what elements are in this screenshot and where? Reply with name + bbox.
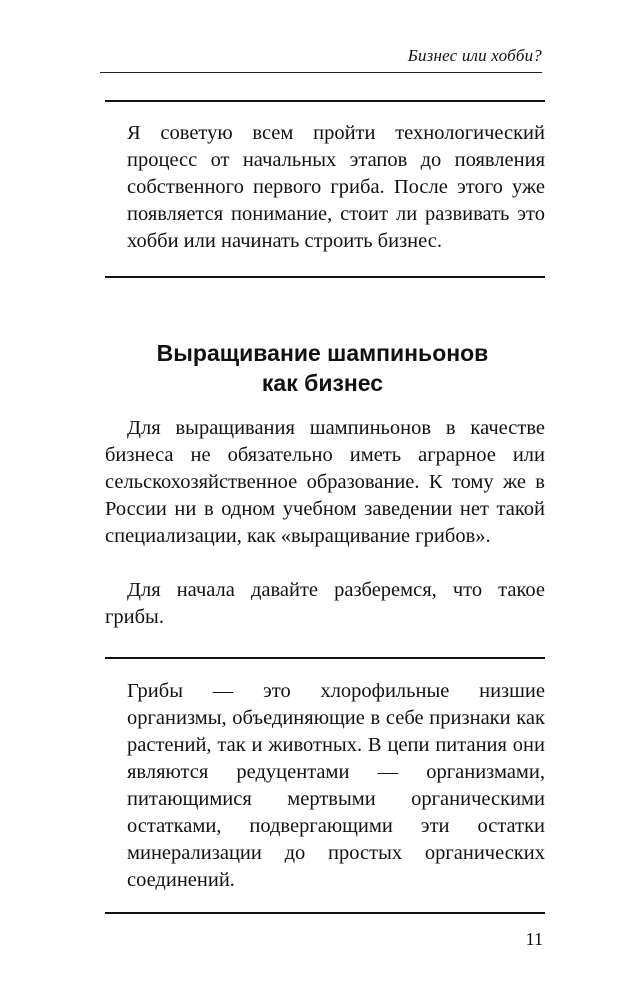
section-title-line: как бизнес xyxy=(261,370,384,396)
body-paragraph: Для выращивания шампиньонов в качестве бизнеса не обязательно иметь аграрное или сельскохозяйственное образование. К тому же в России ни в одном учебном заведении нет такой специализации, как «выращивание грибов». xyxy=(105,417,545,547)
page-number: 11 xyxy=(525,929,543,949)
callout-top-rule xyxy=(105,100,545,102)
callout-text: Грибы — это хлорофильные низшие организмы, объединяющие в себе признаки как растений, так и животных. В цепи питания они являются редуцентами — организмами, питающимися мертвыми органическими остатками, подвергающими эти остатки минерализации до простых органических соединений. xyxy=(127,680,545,891)
callout-bottom-rule xyxy=(105,912,545,914)
callout-top-rule xyxy=(105,657,545,659)
header-divider xyxy=(100,72,542,73)
section-title-line: Выращивание шампиньонов xyxy=(156,340,489,366)
body-paragraph: Для начала давайте разберемся, что такое грибы. xyxy=(105,579,545,628)
callout-text: Я советую всем пройти технологический процесс от начальных этапов до появления собственного первого гриба. После этого уже появляется понимание, стоит ли развивать это хобби или начинать строить бизнес. xyxy=(127,122,545,252)
running-head: Бизнес или хобби? xyxy=(407,46,542,65)
callout-bottom-rule xyxy=(105,276,545,278)
section-title xyxy=(80,338,565,398)
